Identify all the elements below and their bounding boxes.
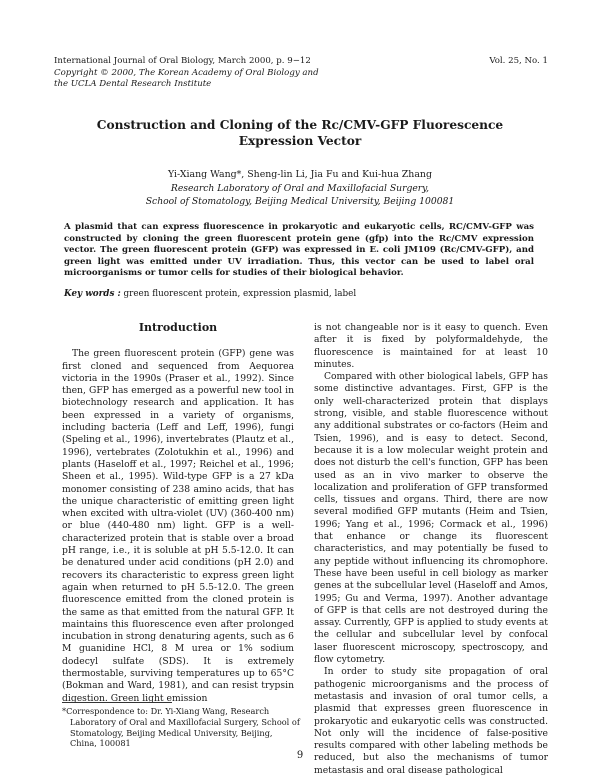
paragraph: In order to study site propagation of oral pathogenic microorganisms and the process of metastasis and invasion of oral tumor cells, a plasmid that expresses green fluorescence in prokaryotic and eukaryotic cells was constructed. Not only will the incidence of false-positive results compared with other labeling methods be reduced, but also the mechanisms of tumor metastasis and oral disease pathological <box>314 666 548 776</box>
paragraph: Compared with other biological labels, GFP has some distinctive advantages. First, GFP is the only well-characterized protein that displays strong, visible, and stable fluorescence without any additional substrates or co-factors (Heim and Tsien, 1996), and is easy to detect. Second, because it is a low molecular weight protein and does not disturb the cell's function, GFP has been used as an in vivo marker to observe the localization and proliferation of GFP transformed cells, tissues and organs. Third, there are now several modified GFP mutants (Heim and Tsien, 1996; Yang et al., 1996; Cormack et al., 1996) that enhance or change its fluorescent characteristics, and may potentially be fused to any peptide without influencing its chromophore. These have been useful in cell biology as marker genes at the subcellular level (Haseloff and Amos, 1995; Gu and Verma, 1997). Another advantage of GFP is that cells are not destroyed during the assay. Currently, GFP is applied to study events at the cellular and subcellular level by confocal laser fluorescent microscopy, spectroscopy, and flow cytometry. <box>314 371 548 666</box>
right-column <box>314 322 548 777</box>
author-list: Yi-Xiang Wang*, Sheng-lin Li, Jia Fu and Kui-hua Zhang <box>168 169 432 180</box>
paragraph: The green fluorescent protein (GFP) gene was first cloned and sequenced from Aequorea victoria in the 1990s (Praser et al., 1992). Since then, GFP has emerged as a powerful new tool in biotechnology research and application. It has been expressed in a variety of organisms, including bacteria (Leff and Leff, 1996), fungi (Speling et al., 1996), invertebrates (Plautz et al., 1996), vertebrates (Zolotukhin et al., 1996) and plants (Haseloff et al., 1997; Reichel et al., 1996; Sheen et al., 1995). Wild-type GFP is a 27 kDa monomer consisting of 238 amino acids, that has the unique characteristic of emitting green light when excited with ultra-violet (UV) (360-400 nm) or blue (440-480 nm) light. GFP is a well-characterized protein that is stable over a broad pH range, i.e., it is soluble at pH 5.5-12.0. It can be denatured under acid conditions (pH 2.0) and recovers its characteristic to express green light again when returned to pH 5.5-12.0. The green fluorescence emitted from the cloned protein is the same as that emitted from the natural GFP. It maintains this fluorescence even after prolonged incubation in strong denaturing agents, such as 6 M guanidine HCl, 8 M urea or 1% sodium dodecyl sulfate (SDS). It is extremely thermostable, surviving temperatures up to 65°C (Bokman and Ward, 1981), and can resist trypsin digestion. Green light emission <box>62 348 295 704</box>
affiliation-line-2: School of Stomatology, Beijing Medical University, Beijing 100081 <box>145 196 455 207</box>
affiliation-line-1: Research Laboratory of Oral and Maxillofacial Surgery, <box>170 183 430 194</box>
title-line-2: Expression Vector <box>238 134 362 148</box>
keywords-text: green fluorescent protein, expression plasmid, label <box>120 289 357 299</box>
copyright-line: Copyright © 2000, The Korean Academy of Oral Biology and <box>54 67 319 78</box>
paragraph-continuation: is not changeable nor is it easy to quench. Even after it is fixed by polyformaldehyde, the fluorescence is maintained for at least 10 minutes. <box>314 322 548 370</box>
volume-number: Vol. 25, No. 1 <box>489 56 548 66</box>
left-column <box>62 322 294 705</box>
copyright-line-2: the UCLA Dental Research Institute <box>54 79 212 89</box>
article-title <box>60 117 540 149</box>
abstract: A plasmid that can express fluorescence in prokaryotic and eukaryotic cells, RC/CMV-GFP was constructed by cloning the green fluorescent protein gene (gfp) into the Rc/CMV expression vector. The green fluorescent protein (GFP) was expressed in E. coli JM109 (Rc/CMV-GFP), and green light was emitted under UV irradiation. Thus, this vector can be used to label oral microorganisms or tumor cells for studies of their biological behavior. <box>64 222 534 279</box>
title-line-1: Construction and Cloning of the Rc/CMV-GFP Fluorescence <box>96 118 504 132</box>
journal-citation: International Journal of Oral Biology, March 2000, p. 9−12 <box>54 56 311 66</box>
journal-header <box>54 56 394 91</box>
keywords <box>64 288 534 300</box>
correspondence-footnote: *Correspondence to: Dr. Yi-Xiang Wang, Research Laboratory of Oral and Maxillofacial Surgery, School of Stomatology, Beijing Medical University, Beijing, China, 100081 <box>62 706 300 749</box>
affiliation <box>60 182 540 208</box>
footnote-divider <box>62 702 172 703</box>
keywords-label: Key words : <box>64 289 121 299</box>
section-heading-introduction: Introduction <box>138 321 218 334</box>
page-number: 9 <box>296 750 304 761</box>
